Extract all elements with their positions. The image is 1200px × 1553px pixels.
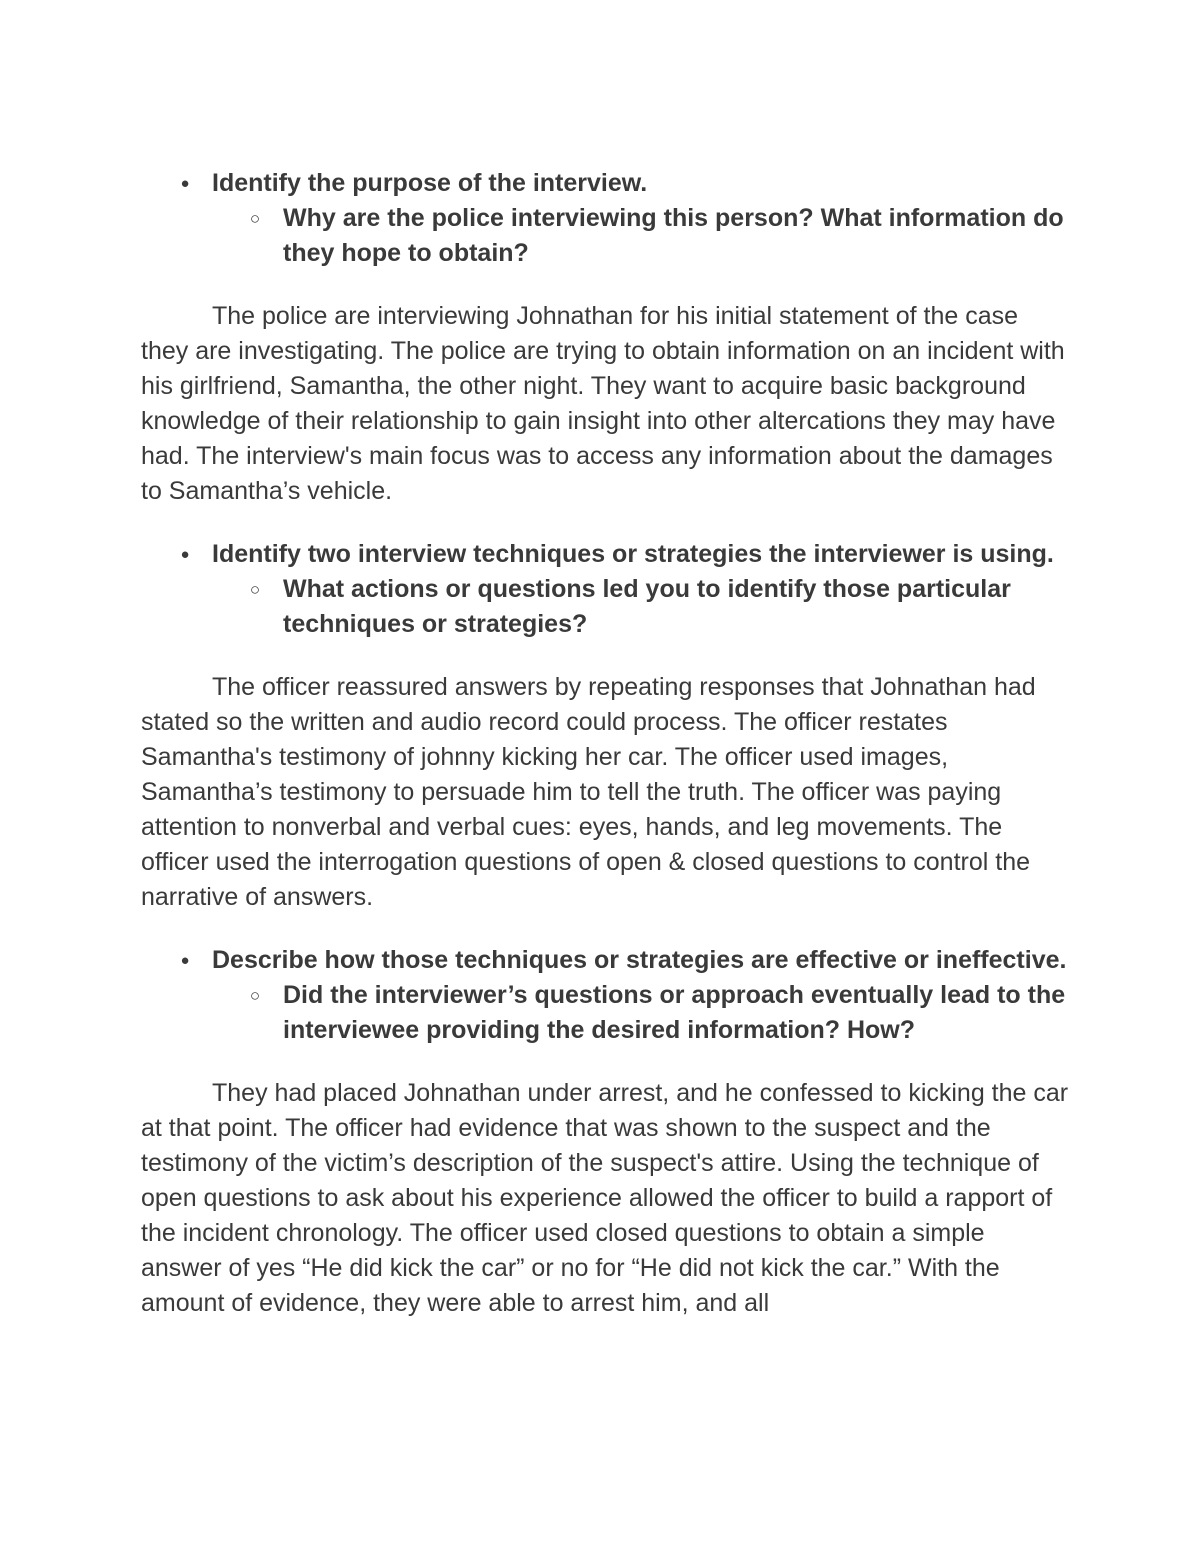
answer-paragraph-2: The officer reassured answers by repeating responses that Johnathan had stated so the written and audio record could process. The officer restates Samantha's testimony of johnny kicking her car. The officer used images, Samantha’s testimony to persuade him to tell the truth. The officer was paying attention to nonverbal and verbal cues: eyes, hands, and leg movements. The officer used the interrogation questions of open & closed questions to control the narrative of answers. <box>141 673 1036 911</box>
subquestion-text-1: Why are the police interviewing this person? What information do they hope to obtain? <box>283 204 1064 267</box>
document-content <box>141 166 1071 1349</box>
question-block-3 <box>141 943 1071 1048</box>
question-item-1 <box>141 166 1071 201</box>
question-text-3: Describe how those techniques or strategies are effective or ineffective. <box>212 946 1067 974</box>
hollow-bullet-icon: ○ <box>249 209 261 228</box>
subquestion-text-3: Did the interviewer’s questions or approach eventually lead to the interviewee providing the desired information? How? <box>283 981 1066 1044</box>
question-block-1 <box>141 166 1071 271</box>
question-block-2 <box>141 537 1071 642</box>
filled-bullet-icon: ● <box>180 546 190 563</box>
subquestion-item-1 <box>141 201 1071 271</box>
answer-paragraph-1: The police are interviewing Johnathan for his initial statement of the case they are investigating. The police are trying to obtain information on an incident with his girlfriend, Samantha, the other night. They want to acquire basic background knowledge of their relationship to gain insight into other altercations they may have had. The interview's main focus was to access any information about the damages to Samantha’s vehicle. <box>141 302 1065 505</box>
question-text-1: Identify the purpose of the interview. <box>212 169 648 197</box>
subquestion-item-3 <box>141 978 1071 1048</box>
question-item-2 <box>141 537 1071 572</box>
answer-paragraph-3: They had placed Johnathan under arrest, and he confessed to kicking the car at that point. The officer had evidence that was shown to the suspect and the testimony of the victim’s description of the suspect's attire. Using the technique of open questions to ask about his experience allowed the officer to build a rapport of the incident chronology. The officer used closed questions to obtain a simple answer of yes “He did kick the car” or no for “He did not kick the car.” With the amount of evidence, they were able to arrest him, and all <box>141 1079 1069 1317</box>
hollow-bullet-icon: ○ <box>249 986 261 1005</box>
subquestion-item-2 <box>141 572 1071 642</box>
subquestion-text-2: What actions or questions led you to identify those particular techniques or strategies? <box>283 575 1011 638</box>
hollow-bullet-icon: ○ <box>249 580 261 599</box>
filled-bullet-icon: ● <box>180 175 190 192</box>
question-item-3 <box>141 943 1071 978</box>
filled-bullet-icon: ● <box>180 952 190 969</box>
question-text-2: Identify two interview techniques or strategies the interviewer is using. <box>212 540 1054 568</box>
